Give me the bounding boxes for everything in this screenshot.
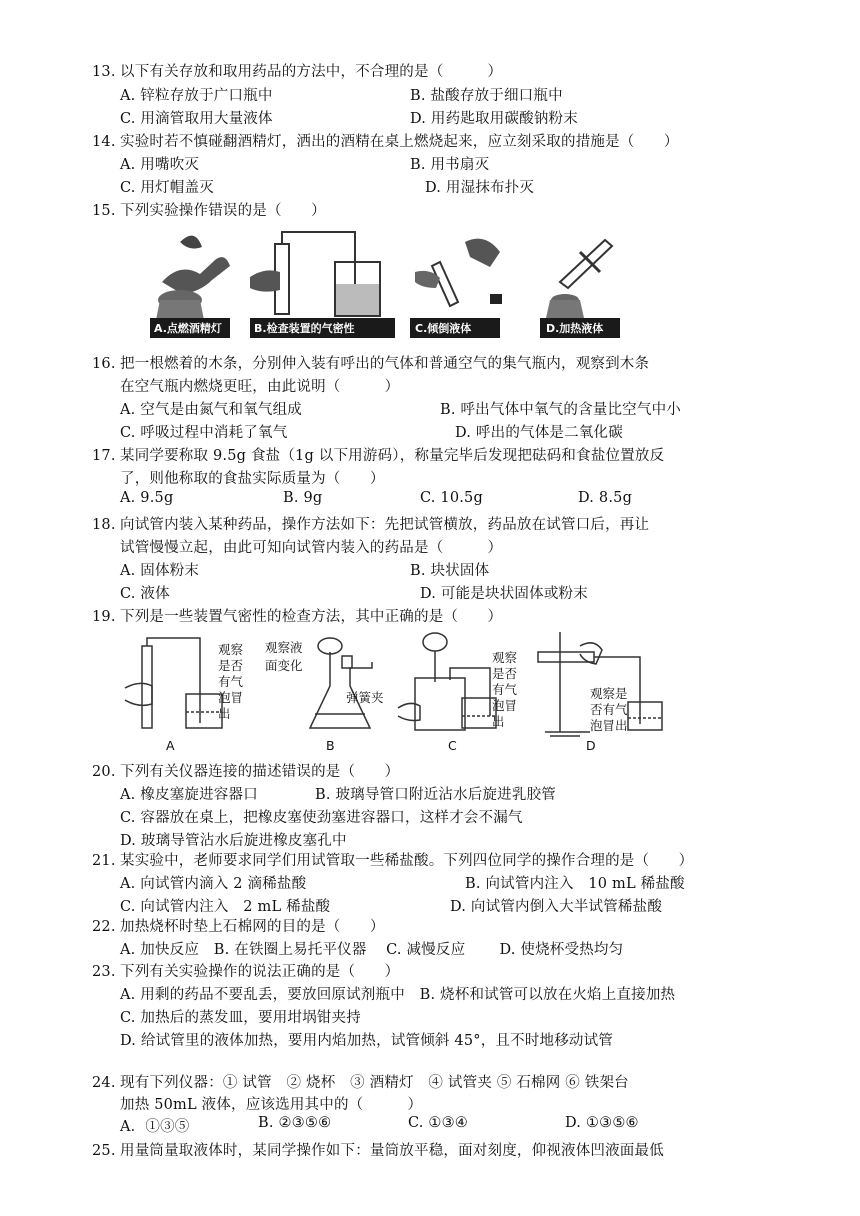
svg-text:观察: 观察 [492, 650, 518, 665]
svg-text:观察是: 观察是 [590, 686, 628, 701]
q14-option-d: D. 用湿抹布扑灭 [425, 180, 535, 196]
question-21: 21. 某实验中，老师要求同学们用试管取一些稀盐酸。下列四位同学的操作合理的是（ ） [92, 853, 694, 869]
q19-note-b [265, 640, 384, 705]
q17-option-d: D. 8.5g [578, 490, 633, 506]
q19-label-a: A [166, 738, 175, 753]
q21-option-b: B. 向试管内注入 10 mL 稀盐酸 [465, 876, 685, 892]
question-24: 24. 现有下列仪器：① 试管 ② 烧杯 ③ 酒精灯 ④ 试管夹 ⑤ 石棉网 ⑥ 铁架台 [92, 1075, 629, 1091]
q23-option-a-b: A. 用剩的药品不要乱丢，要放回原试剂瓶中 B. 烧杯和试管可以放在火焰上直接加热 [120, 987, 676, 1003]
svg-text:泡冒出: 泡冒出 [590, 718, 628, 733]
q18-option-c: C. 液体 [120, 586, 170, 602]
question-14: 14. 实验时若不慎碰翻酒精灯，洒出的酒精在桌上燃烧起来，应立刻采取的措施是（ ） [92, 134, 679, 150]
q15-figure-c [410, 239, 502, 338]
q16-option-a: A. 空气是由氮气和氧气组成 [120, 402, 302, 418]
question-25: 25. 用量筒量取液体时，某同学操作如下：量筒放平稳，面对刻度，仰视液体凹液面最低 [92, 1143, 664, 1159]
svg-text:泡冒: 泡冒 [218, 690, 244, 705]
q19-note-c [492, 650, 518, 729]
q19-note-d [590, 686, 628, 733]
question-19: 19. 下列是一些装置气密性的检查方法，其中正确的是（ ） [92, 609, 503, 625]
question-20: 20. 下列有关仪器连接的描述错误的是（ ） [92, 764, 400, 780]
question-17: 17. 某同学要称取 9.5g 食盐（1g 以下用游码），称量完毕后发现把砝码和食盐位置放反 [92, 448, 665, 464]
q16-option-d: D. 呼出的气体是二氧化碳 [455, 425, 623, 441]
q24-option-d: D. ①③⑤⑥ [565, 1115, 639, 1131]
q24-option-a: A．①③⑤ [120, 1119, 190, 1135]
q21-option-d: D. 向试管内倒入大半试管稀盐酸 [450, 899, 663, 915]
q15-figure-b [250, 232, 395, 338]
q13-option-c: C. 用滴管取用大量液体 [120, 111, 273, 127]
q18-option-b: B. 块状固体 [410, 563, 490, 579]
svg-text:泡冒: 泡冒 [492, 698, 518, 713]
question-16: 16. 把一根燃着的木条，分别伸入装有呼出的气体和普通空气的集气瓶内，观察到木条 [92, 356, 650, 372]
q19-label-c: C [448, 738, 457, 753]
q18-option-d: D. 可能是块状固体或粉末 [420, 586, 588, 602]
question-13: 13. 以下有关存放和取用药品的方法中，不合理的是（ ） [92, 64, 503, 80]
q16-option-c: C. 呼吸过程中消耗了氧气 [120, 425, 288, 441]
svg-text:弹簧夹: 弹簧夹 [346, 690, 384, 705]
question-18-stem-cont: 试管慢慢立起，由此可知向试管内装入的药品是（ ） [120, 540, 503, 556]
q20-option-d: D. 玻璃导管沾水后旋进橡皮塞孔中 [120, 833, 347, 849]
q14-option-b: B. 用书扇灭 [410, 157, 490, 173]
question-23: 23. 下列有关实验操作的说法正确的是（ ） [92, 964, 400, 980]
q19-note-a [218, 642, 244, 721]
svg-text:有气: 有气 [492, 682, 518, 697]
question-15: 15. 下列实验操作错误的是（ ） [92, 203, 326, 219]
svg-text:观察: 观察 [218, 642, 244, 657]
q17-option-b: B. 9g [283, 490, 323, 506]
question-16-stem-cont: 在空气瓶内燃烧更旺，由此说明（ ） [120, 379, 400, 395]
svg-text:面变化: 面变化 [265, 658, 303, 673]
q13-option-a: A. 锌粒存放于广口瓶中 [120, 88, 273, 104]
q20-option-c: C. 容器放在桌上，把橡皮塞使劲塞进容器口，这样才会不漏气 [120, 810, 523, 826]
q15-caption-c: C.倾倒液体 [415, 322, 472, 335]
q15-caption-b: B.检查装置的气密性 [254, 322, 355, 335]
q14-option-a: A. 用嘴吹灭 [120, 157, 200, 173]
svg-text:出: 出 [492, 714, 505, 729]
q23-option-c: C. 加热后的蒸发皿，要用坩埚钳夹持 [120, 1010, 361, 1026]
q19-label-b: B [326, 738, 335, 753]
svg-text:有气: 有气 [218, 674, 244, 689]
q15-figure-a [150, 236, 230, 338]
q23-option-d: D. 给试管里的液体加热，要用内焰加热，试管倾斜 45°，且不时地移动试管 [120, 1033, 614, 1049]
q20-option-a: A. 橡皮塞旋进容器口 [120, 787, 258, 803]
q15-caption-d: D.加热液体 [546, 322, 604, 335]
q19-figures [120, 628, 680, 756]
q14-option-c: C. 用灯帽盖灭 [120, 180, 214, 196]
q19-label-d: D [586, 738, 596, 753]
q13-option-d: D. 用药匙取用碳酸钠粉末 [410, 111, 578, 127]
q18-option-a: A. 固体粉末 [120, 563, 200, 579]
q17-option-a: A. 9.5g [120, 490, 174, 506]
question-22: 22. 加热烧杯时垫上石棉网的目的是（ ） [92, 919, 385, 935]
question-18: 18. 向试管内装入某种药品，操作方法如下：先把试管横放，药品放在试管口后，再让 [92, 517, 650, 533]
q24-option-b: B. ②③⑤⑥ [258, 1115, 332, 1131]
svg-text:出: 出 [218, 706, 231, 721]
svg-text:是否: 是否 [218, 658, 244, 673]
svg-text:观察液: 观察液 [265, 640, 303, 655]
q20-option-b: B. 玻璃导管口附近沾水后旋进乳胶管 [315, 787, 556, 803]
svg-text:否有气: 否有气 [590, 702, 628, 717]
svg-text:是否: 是否 [492, 666, 518, 681]
q13-option-b: B. 盐酸存放于细口瓶中 [410, 88, 563, 104]
q15-caption-a: A.点燃酒精灯 [154, 322, 222, 335]
q16-option-b: B. 呼出气体中氧气的含量比空气中小 [440, 402, 681, 418]
q21-option-c: C. 向试管内注入 2 mL 稀盐酸 [120, 899, 331, 915]
q24-option-c: C. ①③④ [408, 1115, 468, 1131]
q15-figure-d [540, 240, 620, 338]
question-17-stem-cont: 了，则他称取的食盐实际质量为（ ） [120, 471, 385, 487]
q17-option-c: C. 10.5g [420, 490, 483, 506]
question-24-stem-cont: 加热 50mL 液体，应该选用其中的（ ） [120, 1097, 423, 1113]
q22-options: A. 加快反应 B. 在铁圈上易托平仪器 C. 减慢反应 D. 使烧杯受热均匀 [120, 942, 624, 958]
q21-option-a: A. 向试管内滴入 2 滴稀盐酸 [120, 876, 307, 892]
q15-figures [140, 222, 630, 342]
